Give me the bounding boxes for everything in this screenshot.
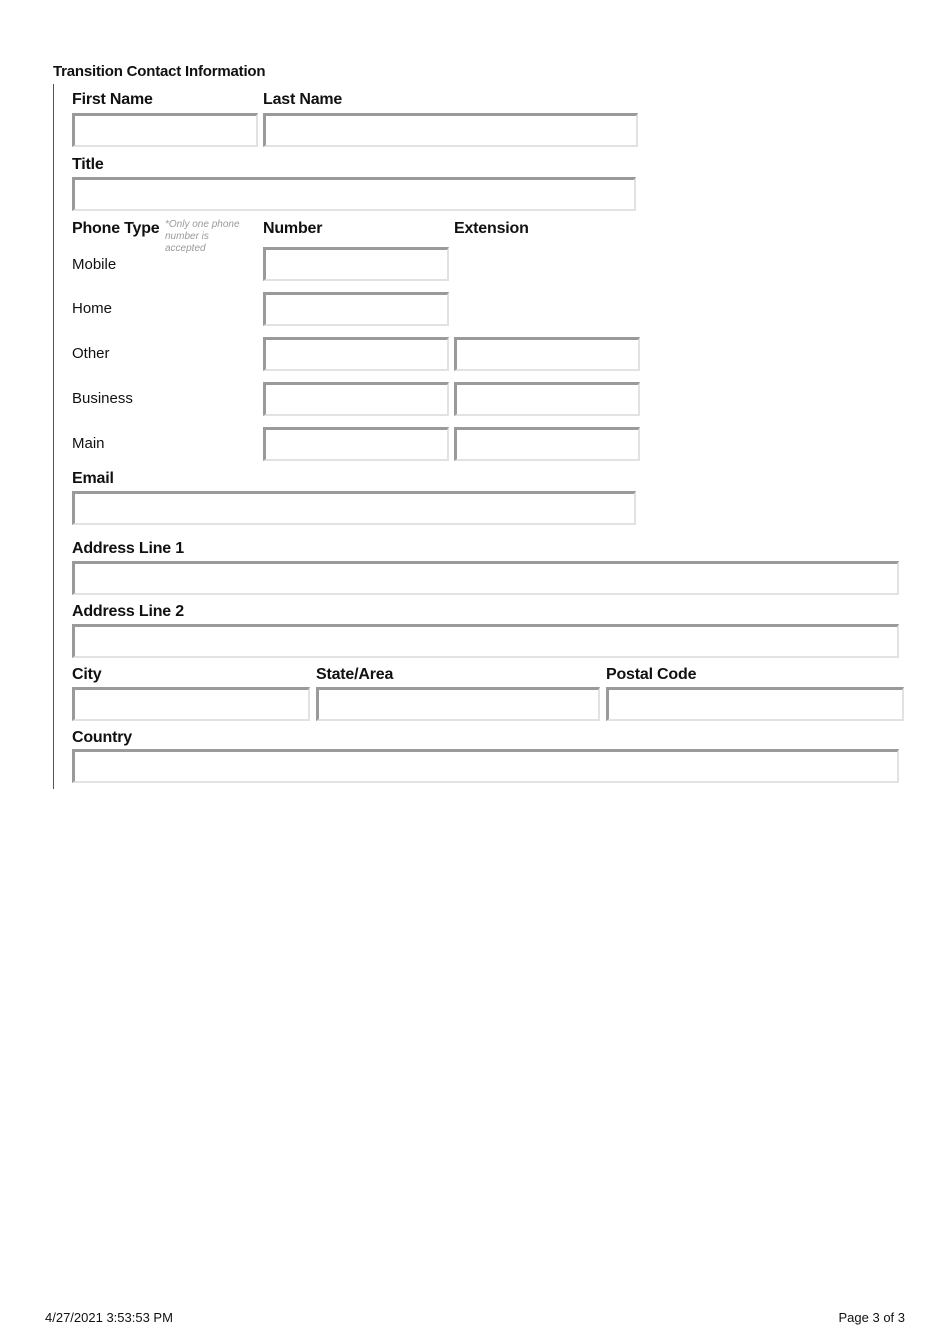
postal-code-label: Postal Code <box>606 666 697 683</box>
business-number-input[interactable] <box>263 382 449 416</box>
first-name-input[interactable] <box>72 113 258 147</box>
footer-page-number: Page 3 of 3 <box>838 1310 905 1325</box>
mobile-number-input[interactable] <box>263 247 449 281</box>
state-input[interactable] <box>316 687 600 721</box>
last-name-input[interactable] <box>263 113 638 147</box>
city-label: City <box>72 666 102 683</box>
business-extension-input[interactable] <box>454 382 640 416</box>
address-line-2-input[interactable] <box>72 624 899 658</box>
other-number-input[interactable] <box>263 337 449 371</box>
phone-type-business: Business <box>72 390 133 407</box>
section-border <box>53 84 54 789</box>
postal-code-input[interactable] <box>606 687 904 721</box>
first-name-label: First Name <box>72 91 153 108</box>
extension-label: Extension <box>454 220 529 237</box>
country-input[interactable] <box>72 749 899 783</box>
state-label: State/Area <box>316 666 394 683</box>
phone-type-mobile: Mobile <box>72 256 117 273</box>
other-extension-input[interactable] <box>454 337 640 371</box>
title-input[interactable] <box>72 177 636 211</box>
phone-type-home: Home <box>72 300 113 317</box>
phone-type-other: Other <box>72 345 110 362</box>
number-label: Number <box>263 220 323 237</box>
section-title: Transition Contact Information <box>53 63 266 80</box>
phone-type-label: Phone Type <box>72 220 160 237</box>
main-number-input[interactable] <box>263 427 449 461</box>
address-line-1-label: Address Line 1 <box>72 540 184 557</box>
address-line-2-label: Address Line 2 <box>72 603 184 620</box>
address-line-1-input[interactable] <box>72 561 899 595</box>
email-label: Email <box>72 470 114 487</box>
title-label: Title <box>72 156 104 173</box>
country-label: Country <box>72 729 132 746</box>
phone-type-main: Main <box>72 435 105 452</box>
email-input[interactable] <box>72 491 636 525</box>
main-extension-input[interactable] <box>454 427 640 461</box>
phone-note: *Only one phone number is accepted <box>165 219 240 254</box>
footer-timestamp: 4/27/2021 3:53:53 PM <box>45 1310 173 1325</box>
city-input[interactable] <box>72 687 310 721</box>
last-name-label: Last Name <box>263 91 343 108</box>
home-number-input[interactable] <box>263 292 449 326</box>
